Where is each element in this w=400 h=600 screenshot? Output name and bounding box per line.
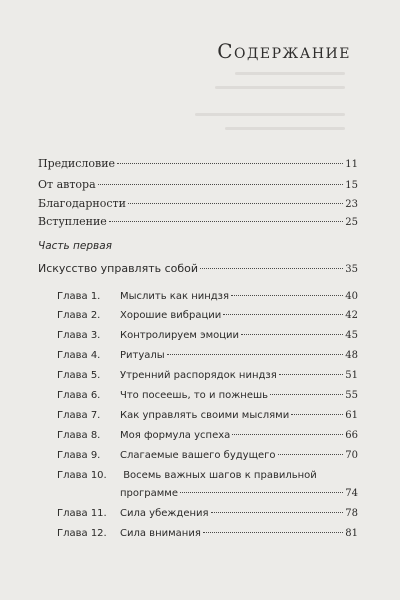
chapter-number: Глава 7.	[57, 410, 101, 421]
toc-entry-label: От автора	[38, 178, 96, 191]
chapter-title: Ритуалы	[120, 350, 165, 361]
chapter-title: Моя формула успеха	[120, 430, 231, 441]
toc-page-number: 11	[345, 159, 358, 170]
chapter-title: Хорошие вибрации	[120, 310, 222, 321]
chapter-number: Глава 1.	[57, 291, 101, 302]
toc-page-number: 35	[345, 264, 358, 275]
chapter-title: Мыслить как ниндзя	[120, 291, 230, 302]
dot-leader	[231, 295, 343, 296]
toc-page-number: 45	[345, 330, 358, 341]
toc-entry-chapter-9[interactable]	[57, 450, 358, 461]
dot-leader	[291, 414, 343, 415]
toc-page-number: 51	[345, 370, 358, 381]
toc-page-number: 23	[345, 199, 358, 210]
toc-entry-label: Вступление	[38, 215, 107, 228]
toc-page-number: 15	[345, 180, 358, 191]
toc-entry-chapter-3[interactable]	[57, 330, 358, 341]
part-title: Искусство управлять собой	[38, 262, 199, 275]
toc-page-number: 78	[345, 508, 358, 519]
show-through-mark	[225, 127, 345, 130]
toc-entry-chapter-1[interactable]	[57, 291, 358, 302]
chapter-title: Слагаемые вашего будущего	[120, 450, 276, 461]
toc-entry-chapter-6[interactable]	[57, 390, 358, 401]
dot-leader	[270, 394, 343, 395]
dot-leader	[180, 492, 343, 493]
chapter-title: Утренний распорядок ниндзя	[120, 370, 277, 381]
chapter-number: Глава 5.	[57, 370, 101, 381]
toc-page-number: 25	[345, 217, 358, 228]
chapter-number: Глава 8.	[57, 430, 101, 441]
dot-leader	[279, 374, 344, 375]
toc-entry-chapter-10[interactable]	[57, 470, 358, 499]
toc-entry-chapter-5[interactable]	[57, 370, 358, 381]
toc-page-number: 70	[345, 450, 358, 461]
dot-leader	[128, 203, 343, 204]
dot-leader	[109, 221, 343, 222]
chapter-number: Глава 10.	[57, 470, 107, 481]
toc-entry-label: Благодарности	[38, 197, 126, 210]
toc-entry-introduction[interactable]	[38, 215, 358, 228]
toc-page-number: 42	[345, 310, 358, 321]
dot-leader	[117, 163, 343, 164]
chapter-title: Как управлять своими мыслями	[120, 410, 290, 421]
toc-entry-chapter-4[interactable]	[57, 350, 358, 361]
chapter-title: Сила убеждения	[120, 508, 209, 519]
dot-leader	[232, 434, 343, 435]
toc-entry-label: Предисловие	[38, 157, 116, 170]
dot-leader	[223, 314, 343, 315]
chapter-number: Глава 3.	[57, 330, 101, 341]
toc-entry-preface[interactable]	[38, 157, 358, 170]
toc-page-number: 66	[345, 430, 358, 441]
chapter-title-continuation: программе	[120, 488, 178, 499]
dot-leader	[278, 454, 344, 455]
dot-leader	[203, 532, 343, 533]
chapter-title: Сила внимания	[120, 528, 201, 539]
toc-page-number: 61	[345, 410, 358, 421]
chapter-number: Глава 6.	[57, 390, 101, 401]
toc-page-number: 74	[345, 488, 358, 499]
chapter-number: Глава 9.	[57, 450, 101, 461]
chapter-number: Глава 4.	[57, 350, 101, 361]
chapter-number: Глава 11.	[57, 508, 107, 519]
toc-page-number: 81	[345, 528, 358, 539]
dot-leader	[200, 268, 343, 269]
toc-entry-chapter-12[interactable]	[57, 528, 358, 539]
toc-page-number: 40	[345, 291, 358, 302]
toc-entry-chapter-2[interactable]	[57, 310, 358, 321]
toc-entry-part-one[interactable]	[38, 262, 358, 275]
dot-leader	[167, 354, 344, 355]
chapter-number: Глава 2.	[57, 310, 101, 321]
dot-leader	[211, 512, 344, 513]
show-through-mark	[195, 113, 345, 116]
toc-entry-acknowledgements[interactable]	[38, 197, 358, 210]
dot-leader	[241, 334, 343, 335]
chapter-title: Контролируем эмоции	[120, 330, 240, 341]
chapter-title: Восемь важных шагов к правильной	[123, 470, 317, 481]
dot-leader	[98, 184, 344, 185]
page-title: Содержание	[217, 39, 351, 63]
show-through-mark	[215, 86, 345, 89]
chapter-number: Глава 12.	[57, 528, 107, 539]
part-label: Часть первая	[38, 240, 112, 252]
toc-entry-chapter-7[interactable]	[57, 410, 358, 421]
show-through-mark	[235, 72, 345, 75]
chapter-title: Что посеешь, то и пожнешь	[120, 390, 269, 401]
toc-entry-chapter-8[interactable]	[57, 430, 358, 441]
toc-entry-chapter-11[interactable]	[57, 508, 358, 519]
toc-page-number: 55	[345, 390, 358, 401]
toc-entry-from-author[interactable]	[38, 178, 358, 191]
toc-page-number: 48	[345, 350, 358, 361]
